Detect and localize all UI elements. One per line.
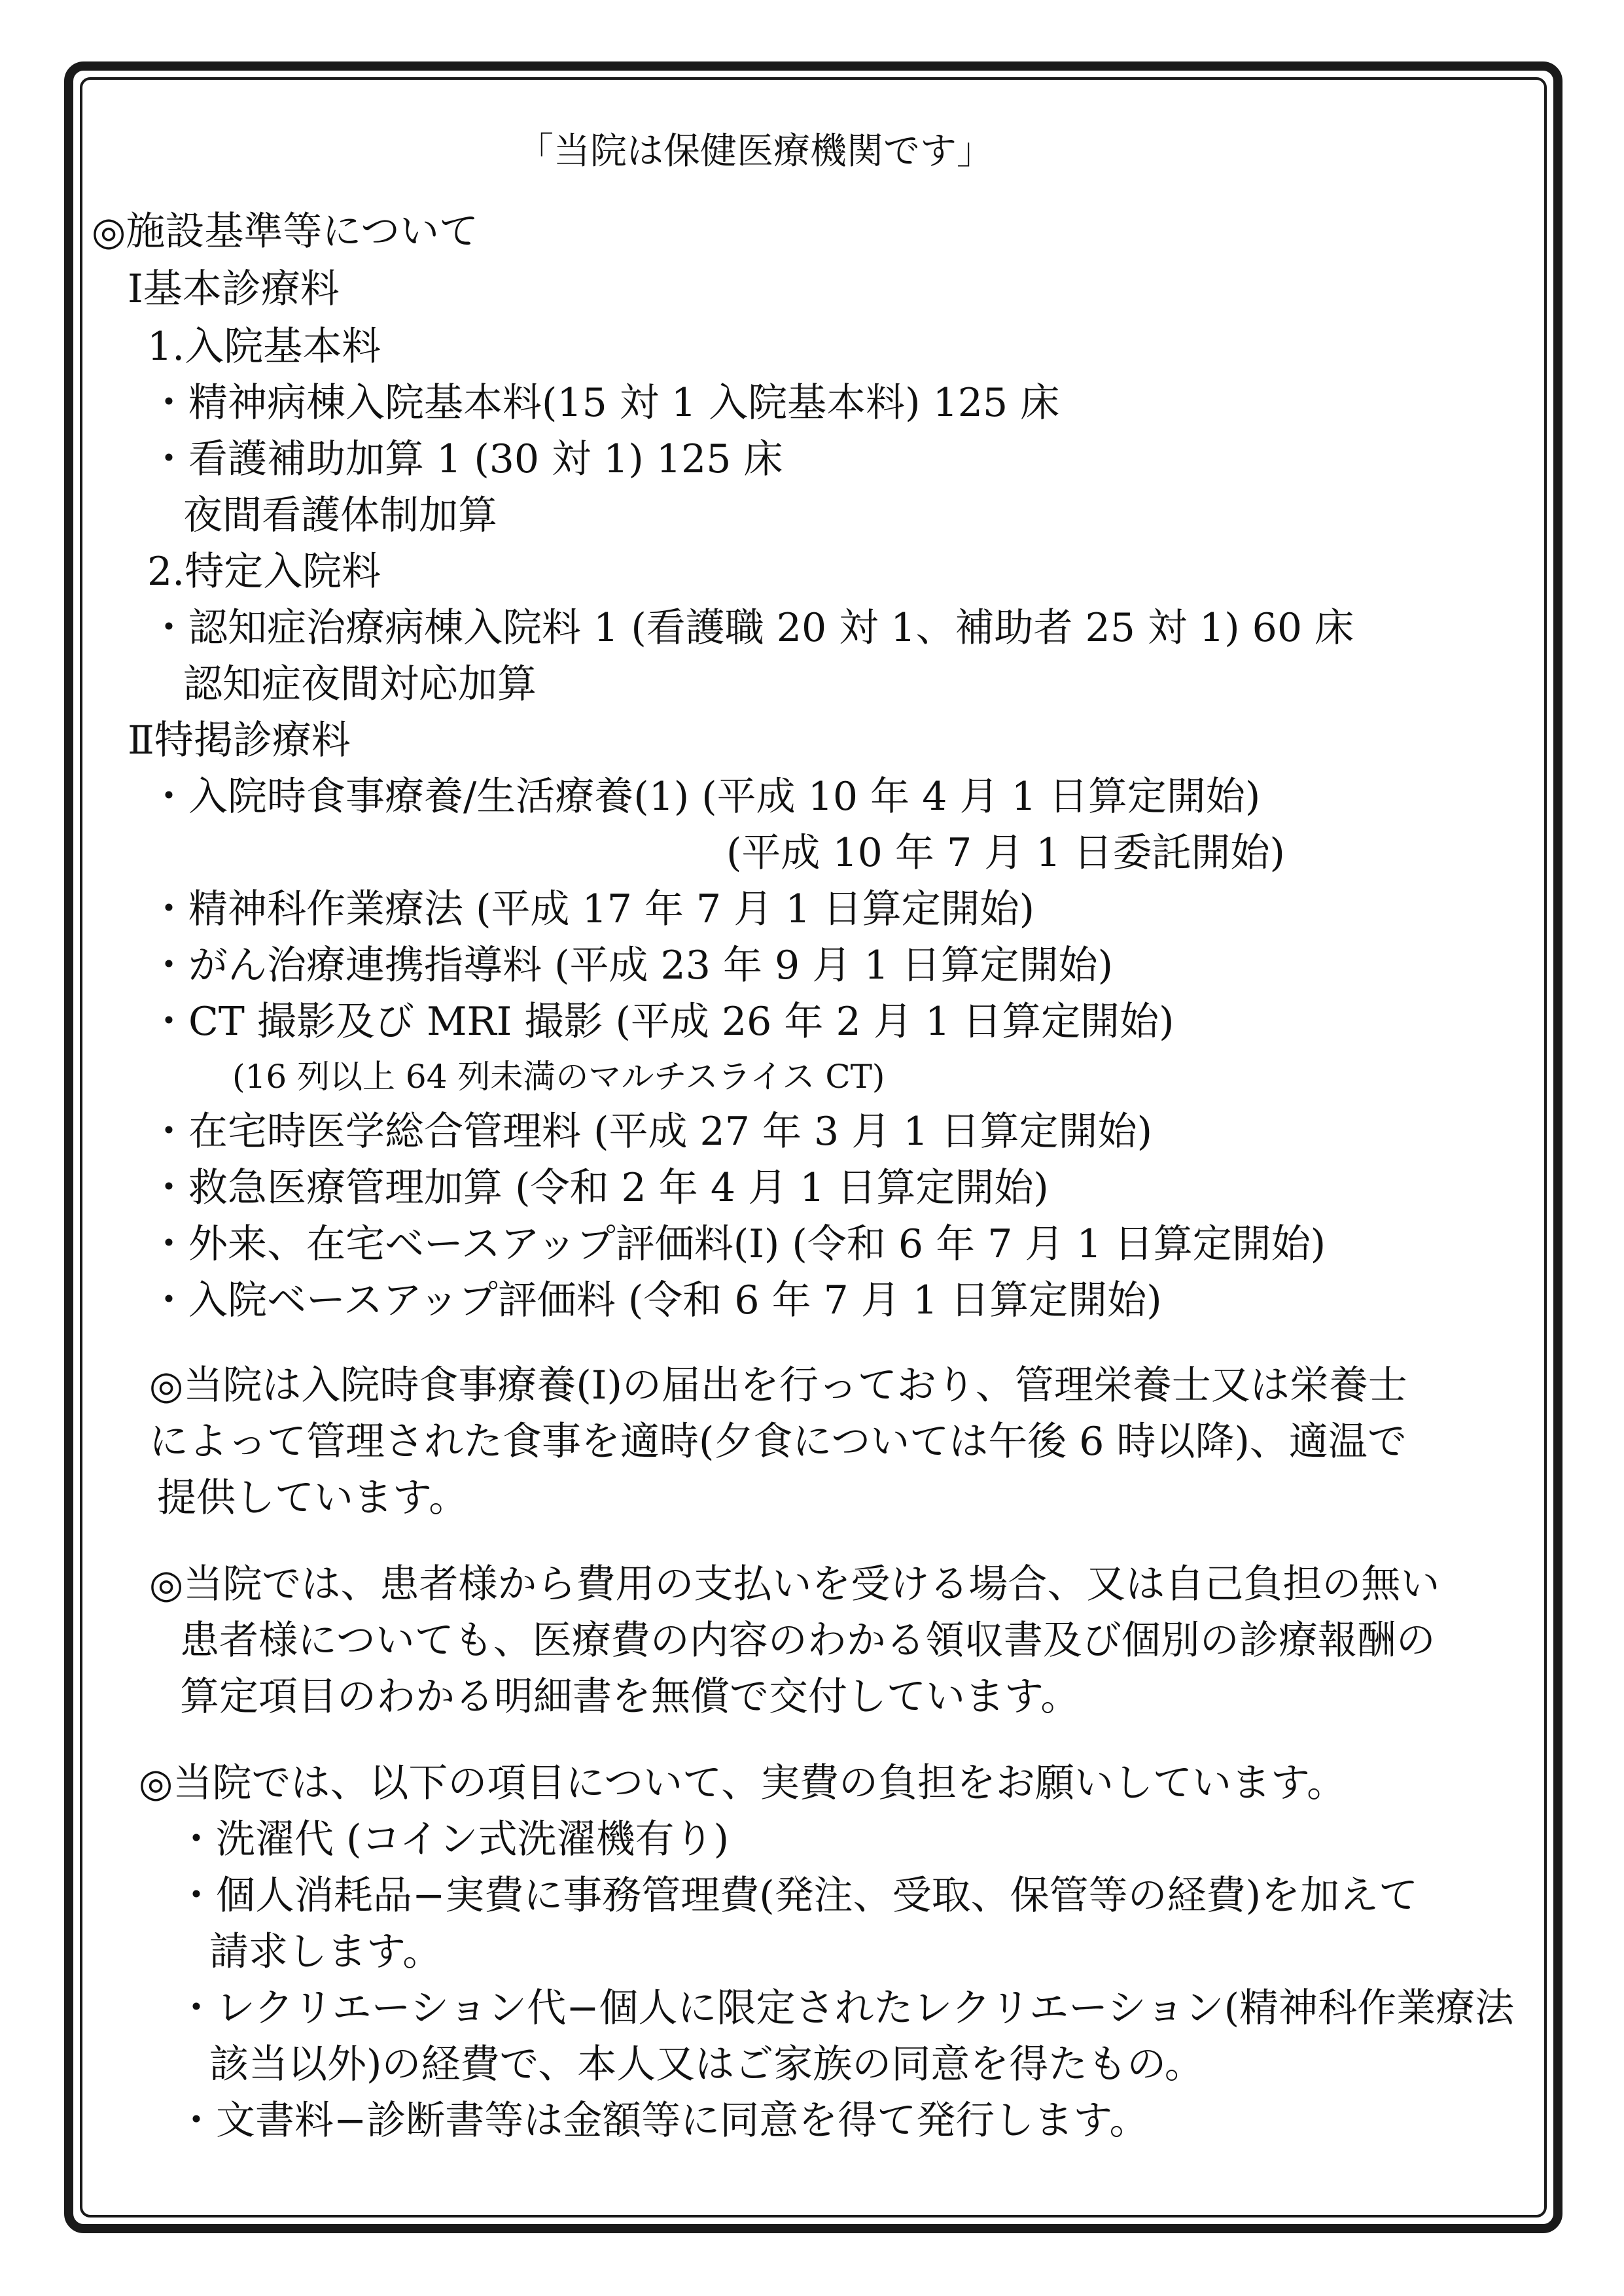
actual-cost-line: ・洗濯代 (コイン式洗濯機有り) bbox=[177, 1817, 730, 1862]
inpatient-basic-heading: 1.入院基本料 bbox=[147, 324, 381, 370]
specific-inpatient-item-1-sub: 認知症夜間対応加算 bbox=[183, 661, 537, 707]
actual-cost-line: ・レクリエーション代−個人に限定されたレクリエーション(精神科作業療法 bbox=[177, 1985, 1515, 2031]
special-fees-item: ・入院時食事療養/生活療養(1) (平成 10 年 4 月 1 日算定開始) bbox=[149, 774, 1261, 820]
inpatient-basic-item-2-sub: 夜間看護体制加算 bbox=[183, 493, 497, 538]
basic-fees-heading: Ⅰ基本診療料 bbox=[128, 266, 340, 312]
special-fees-item: ・CT 撮影及び MRI 撮影 (平成 26 年 2 月 1 日算定開始) bbox=[149, 999, 1174, 1045]
receipt-notice-line: 患者様についても、医療費の内容のわかる領収書及び個別の診療報酬の bbox=[180, 1618, 1436, 1663]
specific-inpatient-item-1: ・認知症治療病棟入院料 1 (看護職 20 対 1、補助者 25 対 1) 60 床 bbox=[149, 605, 1354, 651]
special-fees-item: ・がん治療連携指導料 (平成 23 年 9 月 1 日算定開始) bbox=[149, 943, 1114, 988]
special-fees-item: ・救急医療管理加算 (令和 2 年 4 月 1 日算定開始) bbox=[149, 1165, 1049, 1211]
actual-cost-line: 請求します。 bbox=[209, 1929, 442, 1975]
special-fees-item: (16 列以上 64 列未満のマルチスライス CT) bbox=[232, 1058, 885, 1096]
special-fees-item: ・外来、在宅ベースアップ評価料(Ⅰ) (令和 6 年 7 月 1 日算定開始) bbox=[149, 1221, 1326, 1267]
receipt-notice-line: ◎当院では、患者様から費用の支払いを受ける場合、又は自己負担の無い bbox=[149, 1561, 1440, 1607]
inpatient-basic-item-2: ・看護補助加算 1 (30 対 1) 125 床 bbox=[149, 436, 783, 482]
actual-cost-line: ・個人消耗品−実費に事務管理費(発注、受取、保管等の経費)を加えて bbox=[177, 1873, 1419, 1919]
special-fees-item: ・入院ベースアップ評価料 (令和 6 年 7 月 1 日算定開始) bbox=[149, 1278, 1162, 1323]
meal-notice-line: によって管理された食事を適時(夕食については午後 6 時以降)、適温で bbox=[149, 1419, 1407, 1465]
inpatient-basic-item-1: ・精神病棟入院基本料(15 対 1 入院基本料) 125 床 bbox=[149, 380, 1060, 426]
special-fees-heading: Ⅱ特掲診療料 bbox=[128, 718, 351, 763]
special-fees-item: ・在宅時医学総合管理料 (平成 27 年 3 月 1 日算定開始) bbox=[149, 1109, 1153, 1155]
special-fees-item: (平成 10 年 7 月 1 日委託開始) bbox=[726, 830, 1285, 876]
actual-cost-line: ・文書料−診断書等は金額等に同意を得て発行します。 bbox=[177, 2098, 1149, 2144]
actual-cost-heading: ◎当院では、以下の項目について、実費の負担をお願いしています。 bbox=[139, 1760, 1347, 1806]
specific-inpatient-heading: 2.特定入院料 bbox=[147, 549, 381, 595]
actual-cost-line: 該当以外)の経費で、本人又はご家族の同意を得たもの。 bbox=[209, 2042, 1204, 2087]
section-heading-facility-standards: ◎施設基準等について bbox=[92, 209, 479, 254]
meal-notice-line: 提供しています。 bbox=[157, 1475, 468, 1521]
meal-notice-line: ◎当院は入院時食事療養(Ⅰ)の届出を行っており、管理栄養士又は栄養士 bbox=[149, 1363, 1407, 1408]
special-fees-item: ・精神科作業療法 (平成 17 年 7 月 1 日算定開始) bbox=[149, 886, 1035, 932]
document-title: 「当院は保健医療機関です」 bbox=[517, 130, 993, 173]
receipt-notice-line: 算定項目のわかる明細書を無償で交付しています。 bbox=[180, 1674, 1080, 1720]
